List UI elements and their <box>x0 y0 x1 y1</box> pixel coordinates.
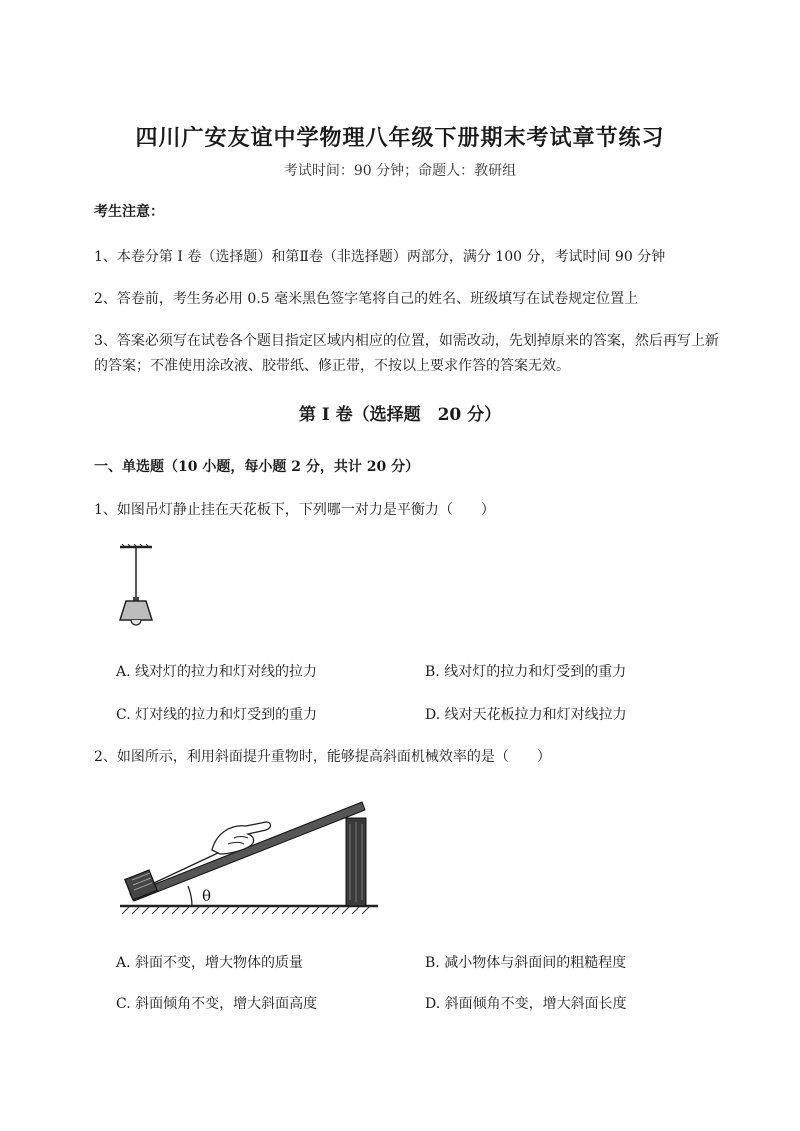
exam-info: 考试时间：90 分钟；命题人：教研组 <box>283 163 517 179</box>
q2-option-d: D. 斜面倾角不变，增大斜面长度 <box>425 996 627 1012</box>
angle-label: θ <box>202 887 212 905</box>
q1-option-a: A. 线对灯的拉力和灯对线的拉力 <box>116 664 318 680</box>
question-2-stem: 2、如图所示，利用斜面提升重物时，能够提高斜面机械效率的是（ ） <box>94 749 551 765</box>
notice-item-continued: 的答案；不准使用涂改液、胶带纸、修正带，不按以上要求作答的答案无效。 <box>94 358 570 374</box>
hanging-lamp-figure <box>112 544 162 630</box>
lamp-icon <box>120 597 152 625</box>
page-title: 四川广安友谊中学物理八年级下册期末考试章节练习 <box>135 125 665 151</box>
inclined-plane-figure <box>116 788 381 920</box>
notice-item: 2、答卷前，考生务必用 0.5 毫米黑色签字笔将自己的姓名、班级填写在试卷规定位置上 <box>94 291 639 307</box>
q1-option-d: D. 线对天花板拉力和灯对线拉力 <box>425 707 627 723</box>
part-heading: 一、单选题（10 小题，每小题 2 分，共计 20 分） <box>94 459 420 475</box>
support-post-icon <box>346 818 366 906</box>
notice-item: 1、本卷分第 I 卷（选择题）和第Ⅱ卷（非选择题）两部分，满分 100 分，考试时间 90 分钟 <box>94 249 666 265</box>
q1-option-b: B. 线对灯的拉力和灯受到的重力 <box>425 664 627 680</box>
angle-arc <box>188 886 192 906</box>
ground-icon <box>120 906 378 914</box>
notice-heading: 考生注意： <box>94 204 164 220</box>
incline-plank-icon <box>130 802 365 901</box>
q2-option-c: C. 斜面倾角不变，增大斜面高度 <box>116 996 318 1012</box>
q2-option-b: B. 减小物体与斜面间的粗糙程度 <box>425 955 627 971</box>
q2-option-a: A. 斜面不变，增大物体的质量 <box>116 955 304 971</box>
section-title: 第 I 卷（选择题 20 分） <box>298 405 502 425</box>
ceiling-icon <box>120 544 152 547</box>
block-icon <box>125 870 157 900</box>
q1-option-c: C. 灯对线的拉力和灯受到的重力 <box>116 707 318 723</box>
notice-item: 3、答案必须写在试卷各个题目指定区域内相应的位置，如需改动，先划掉原来的答案，然后再写上新 <box>94 333 719 349</box>
question-1-stem: 1、如图吊灯静止挂在天花板下，下列哪一对力是平衡力（ ） <box>94 502 495 518</box>
